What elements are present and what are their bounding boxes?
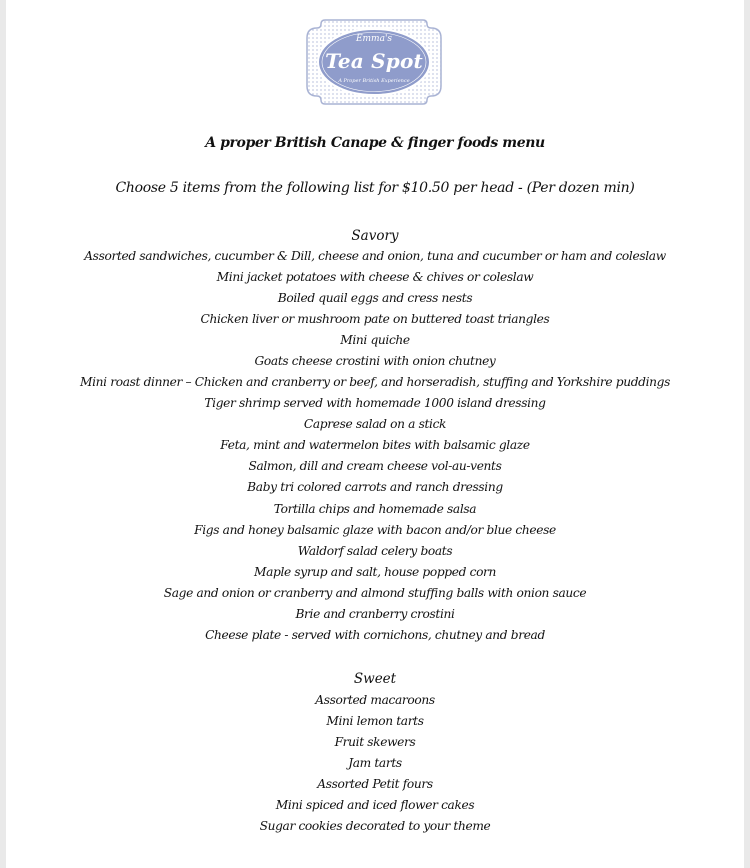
menu-item: Goats cheese crostini with onion chutney <box>254 354 496 368</box>
menu-item: Feta, mint and watermelon bites with balsamic glaze <box>220 438 530 452</box>
menu-item: Caprese salad on a stick <box>303 417 447 431</box>
menu-item: Assorted macaroons <box>315 693 435 707</box>
menu-item: Boiled quail eggs and cress nests <box>277 291 473 305</box>
menu-item: Brie and cranberry crostini <box>295 607 455 621</box>
menu-item: Assorted Petit fours <box>317 777 433 791</box>
menu-item: Sugar cookies decorated to your theme <box>259 819 491 833</box>
menu-item: Mini roast dinner – Chicken and cranberry or beef, and horseradish, stuffing and Yorkshire puddings <box>79 375 671 389</box>
logo-small-name: Emma's <box>355 34 393 44</box>
menu-item: Figs and honey balsamic glaze with bacon and/or blue cheese <box>194 523 556 537</box>
menu-item: Tortilla chips and homemade salsa <box>273 502 477 516</box>
menu-item: Mini quiche <box>340 333 410 347</box>
menu-item: Mini jacket potatoes with cheese & chives or coleslaw <box>216 270 534 284</box>
logo-tagline: A Proper British Experience <box>338 78 410 84</box>
menu-item: Assorted sandwiches, cucumber & Dill, cheese and onion, tuna and cucumber or ham and coleslaw <box>84 249 666 263</box>
menu-item: Fruit skewers <box>334 735 416 749</box>
menu-item: Waldorf salad celery boats <box>297 544 453 558</box>
logo-name: Tea Spot <box>325 49 423 73</box>
menu-item: Chicken liver or mushroom pate on buttered toast triangles <box>200 312 550 326</box>
menu-item: Sage and onion or cranberry and almond stuffing balls with onion sauce <box>163 586 587 600</box>
menu-item: Tiger shrimp served with homemade 1000 island dressing <box>204 396 546 410</box>
menu-item: Salmon, dill and cream cheese vol-au-vents <box>248 459 502 473</box>
menu-item: Mini spiced and iced flower cakes <box>275 798 475 812</box>
menu-title: A proper British Canape & finger foods menu <box>205 135 545 151</box>
menu-item: Baby tri colored carrots and ranch dressing <box>247 480 503 494</box>
menu-item: Mini lemon tarts <box>326 714 424 728</box>
tea-spot-logo <box>303 16 445 108</box>
menu-item: Jam tarts <box>348 756 402 770</box>
menu-intro: Choose 5 items from the following list for $10.50 per head - (Per dozen min) <box>115 180 635 196</box>
section-heading-sweet: Sweet <box>353 671 397 687</box>
menu-item: Maple syrup and salt, house popped corn <box>253 565 497 579</box>
menu-item: Cheese plate - served with cornichons, chutney and bread <box>205 628 545 642</box>
section-heading-savory: Savory <box>351 228 399 244</box>
